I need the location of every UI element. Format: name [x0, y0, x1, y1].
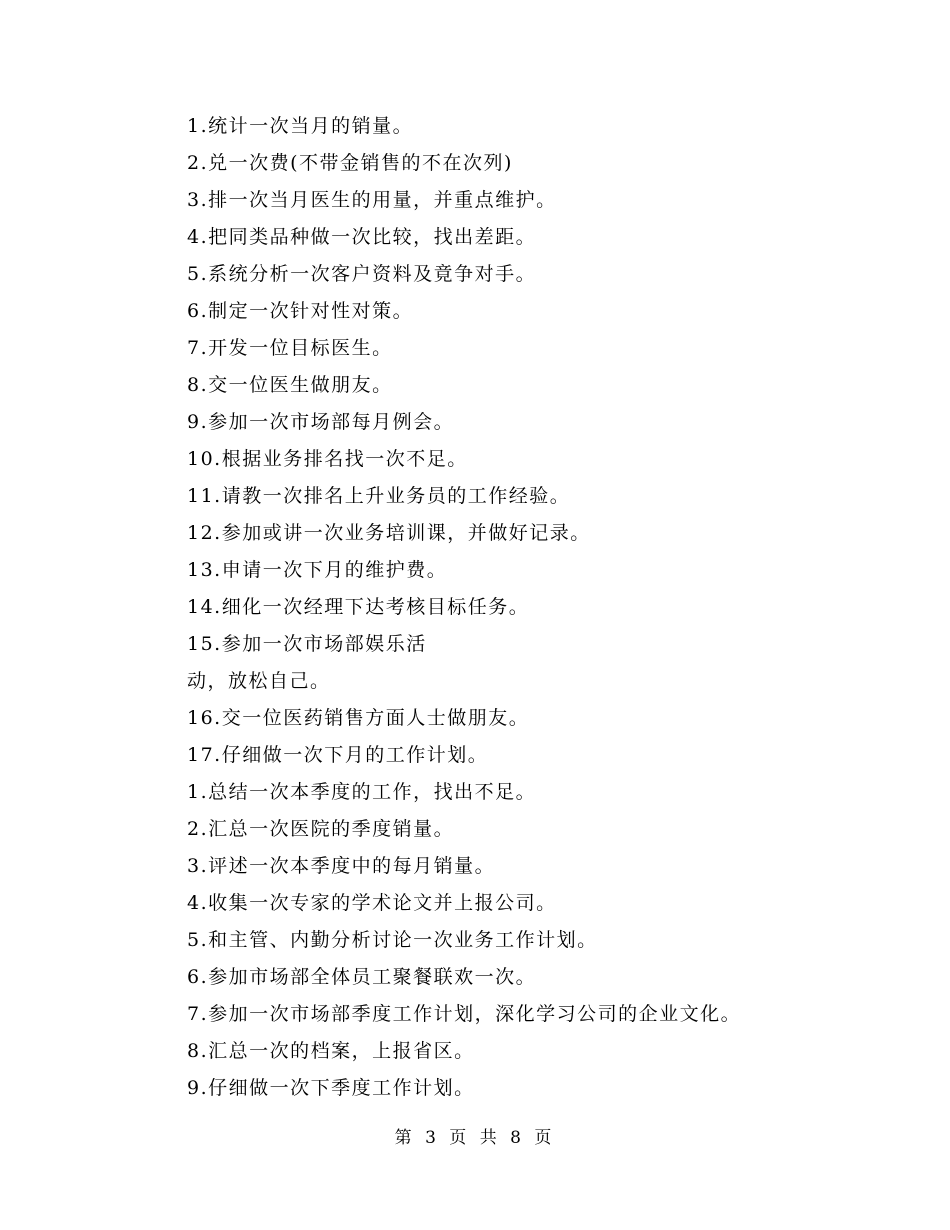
text-line: 7.开发一位目标医生。: [187, 337, 393, 359]
text-line: 4.把同类品种做一次比较，找出差距。: [187, 226, 537, 248]
text-line: 7.参加一次市场部季度工作计划，深化学习公司的企业文化。: [187, 1003, 742, 1025]
text-line: 9.参加一次市场部每月例会。: [187, 411, 455, 433]
text-line: 5.和主管、内勤分析讨论一次业务工作计划。: [187, 929, 598, 951]
text-line: 8.汇总一次的档案，上报省区。: [187, 1040, 475, 1062]
text-line: 11.请教一次排名上升业务员的工作经验。: [187, 485, 571, 507]
text-line: 1.统计一次当月的销量。: [187, 115, 414, 137]
text-line: 动，放松自己。: [187, 670, 331, 692]
text-line: 2.兑一次费(不带金销售的不在次列): [187, 152, 513, 174]
text-line: 1.总结一次本季度的工作，找出不足。: [187, 781, 537, 803]
text-line: 13.申请一次下月的维护费。: [187, 559, 448, 581]
text-line: 17.仔细做一次下月的工作计划。: [187, 744, 489, 766]
text-line: 9.仔细做一次下季度工作计划。: [187, 1077, 475, 1099]
text-line: 8.交一位医生做朋友。: [187, 374, 393, 396]
page-number-footer: 第 3 页 共 8 页: [394, 1128, 556, 1148]
document-body: [187, 108, 807, 1107]
text-line: 16.交一位医药销售方面人士做朋友。: [187, 707, 530, 729]
text-line: 5.系统分析一次客户资料及竟争对手。: [187, 263, 537, 285]
text-line: 3.评述一次本季度中的每月销量。: [187, 855, 496, 877]
text-line: 4.收集一次专家的学术论文并上报公司。: [187, 892, 557, 914]
text-line: 12.参加或讲一次业务培训课，并做好记录。: [187, 522, 591, 544]
text-line: 10.根据业务排名找一次不足。: [187, 448, 468, 470]
text-line: 6.制定一次针对性对策。: [187, 300, 414, 322]
text-line: 15.参加一次市场部娱乐活: [187, 633, 427, 655]
text-line: 6.参加市场部全体员工聚餐联欢一次。: [187, 966, 537, 988]
text-line: 2.汇总一次医院的季度销量。: [187, 818, 455, 840]
text-line: 3.排一次当月医生的用量，并重点维护。: [187, 189, 557, 211]
text-line: 14.细化一次经理下达考核目标任务。: [187, 596, 530, 618]
